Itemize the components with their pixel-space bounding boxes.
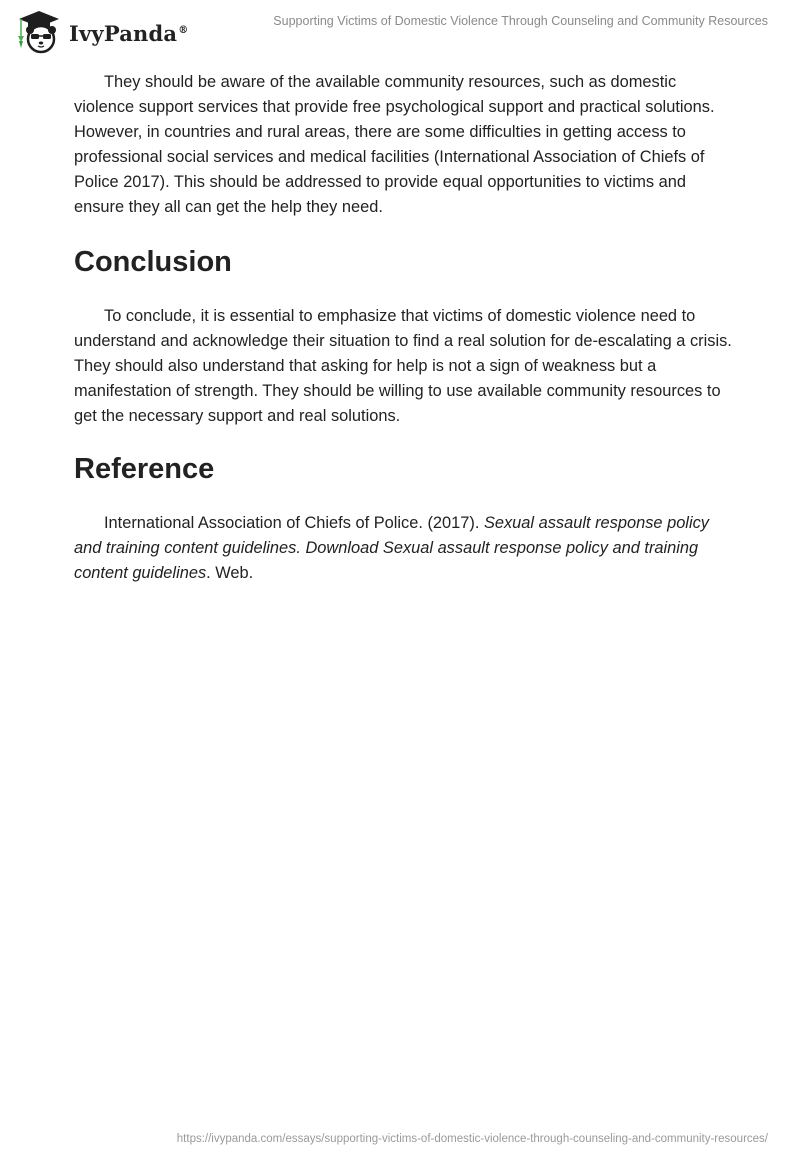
panda-graduate-icon — [15, 8, 63, 54]
registered-mark: ® — [178, 24, 189, 36]
footer-source-url[interactable]: https://ivypanda.com/essays/supporting-victims-of-domestic-violence-through-counseling-and-community-resources/ — [176, 1133, 768, 1145]
body-paragraph: They should be aware of the available community resources, such as domestic violence support services that provide free psychological support and practical solutions. However, in countries and rural areas, there are some difficulties in getting access to professional social services and medical facilities (International Association of Chiefs of Police 2017). This should be addressed to provide equal opportunities to victims and ensure they all can get the help they need. — [74, 73, 715, 216]
conclusion-paragraph: To conclude, it is essential to emphasize that victims of domestic violence need to understand and acknowledge their situation to find a real solution for de-escalating a crisis. They should also understand that asking for help is not a sign of weakness but a manifestation of strength. They should be willing to use available community resources to get the necessary support and real solutions. — [74, 307, 732, 425]
page-header — [0, 0, 800, 60]
reference-entry — [74, 511, 734, 586]
reference-suffix: . Web. — [206, 564, 254, 582]
document-title: Supporting Victims of Domestic Violence Through Counseling and Community Resources — [273, 14, 768, 28]
brand-name: IvyPanda® — [69, 20, 189, 46]
conclusion-heading: Conclusion — [74, 246, 232, 278]
reference-heading: Reference — [74, 453, 215, 485]
ivypanda-logo[interactable] — [15, 8, 188, 54]
essay-content — [74, 70, 734, 586]
reference-author-year: International Association of Chiefs of Police. (2017). — [104, 514, 484, 532]
reference-title: Sexual assault response policy and training content guidelines. Download Sexual assault response policy and training content guidelines — [74, 514, 709, 582]
